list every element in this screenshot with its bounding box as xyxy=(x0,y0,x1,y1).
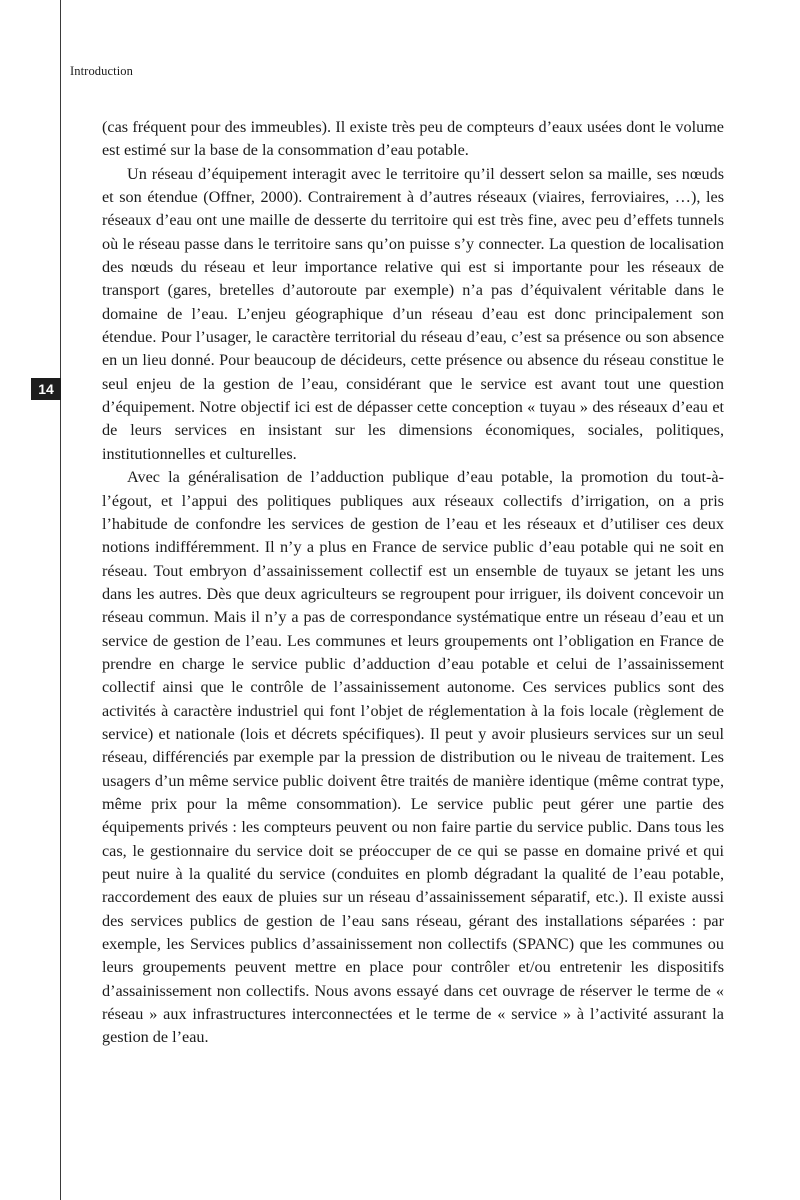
paragraph-continued: (cas fréquent pour des immeubles). Il existe très peu de compteurs d’eaux usées dont le volume est estimé sur la base de la consommation d’eau potable. xyxy=(102,118,724,160)
margin-rule xyxy=(60,0,61,1200)
running-head: Introduction xyxy=(70,64,133,78)
paragraph-network-territory: Un réseau d’équipement interagit avec le territoire qu’il dessert selon sa maille, ses nœuds et son étendue (Offner, 2000). Contrairement à d’autres réseaux (viaires, ferroviaires, …), les réseaux d’eau ont une maille de desserte du territoire qui est très fine, avec peu d’effets tunnels où le réseau passe dans le territoire sans qu’on puisse s’y connecter. La question de localisation des nœuds du réseau et leur importance relative qui est si importante pour les réseaux de transport (gares, bretelles d’autoroute par exemple) n’a pas d’équivalent véritable dans le domaine de l’eau. L’enjeu géographique d’un réseau d’eau est donc principalement son étendue. Pour l’usager, le caractère territorial du réseau d’eau, c’est sa présence ou son absence en un lieu donné. Pour beaucoup de décideurs, cette présence ou absence du réseau constitue le seul enjeu de la gestion de l’eau, considérant que le service est avant tout une question d’équipement. Notre objectif ici est de dépasser cette conception « tuyau » des réseaux d’eau et de leurs services en insistant sur les dimensions économiques, sociales, politiques, institutionnelles et culturelles. xyxy=(102,164,724,463)
body-text xyxy=(102,116,724,1050)
paragraph-network-vs-service: Avec la généralisation de l’adduction publique d’eau potable, la promotion du tout-à-l’égout, et l’appui des politiques publiques aux réseaux collectifs d’irrigation, on a pris l’habitude de confondre les services de gestion de l’eau et les réseaux et d’utiliser ces deux notions indifféremment. Il n’y a plus en France de service public d’eau potable qui ne soit en réseau. Tout embryon d’assainissement collectif est un ensemble de tuyaux se jetant les uns dans les autres. Dès que deux agriculteurs se regroupent pour irriguer, ils doivent concevoir un réseau commun. Mais il n’y a pas de correspondance systématique entre un réseau d’eau et un service de gestion de l’eau. Les communes et leurs groupements ont l’obligation en France de prendre en charge le service public d’adduction d’eau potable et celui de l’assainissement collectif ainsi que le contrôle de l’assainissement autonome. Ces services publics sont des activités à caractère industriel qui font l’objet de réglementation à la fois locale (règlement de service) et nationale (lois et décrets spécifiques). Il peut y avoir plusieurs services sur un seul réseau, différenciés par exemple par la pression de distribution ou le niveau de traitement. Les usagers d’un même service public doivent être traités de manière identique (même contrat type, même prix pour la même consommation). Le service public peut gérer une partie des équipements privés : les compteurs peuvent ou non faire partie du service public. Dans tous les cas, le gestionnaire du service doit se préoccuper de ce qui se passe en domaine privé et qui peut nuire à la qualité du service (conduites en plomb dégradant la qualité de l’eau potable, raccordement des eaux de pluies sur un réseau d’assainissement séparatif, etc.). Il existe aussi des services publics de gestion de l’eau sans réseau, gérant des installations séparées : par exemple, les Services publics d’assainissement non collectifs (SPANC) que les communes ou leurs groupements peuvent mettre en place pour contrôler et/ou entretenir les dispositifs d’assainissement non collectifs. Nous avons essayé dans cet ouvrage de réserver le terme de « réseau » aux infrastructures interconnectées et le terme de « service » à l’activité assurant la gestion de l’eau. xyxy=(102,468,724,1047)
page-number-badge: 14 xyxy=(31,378,61,400)
